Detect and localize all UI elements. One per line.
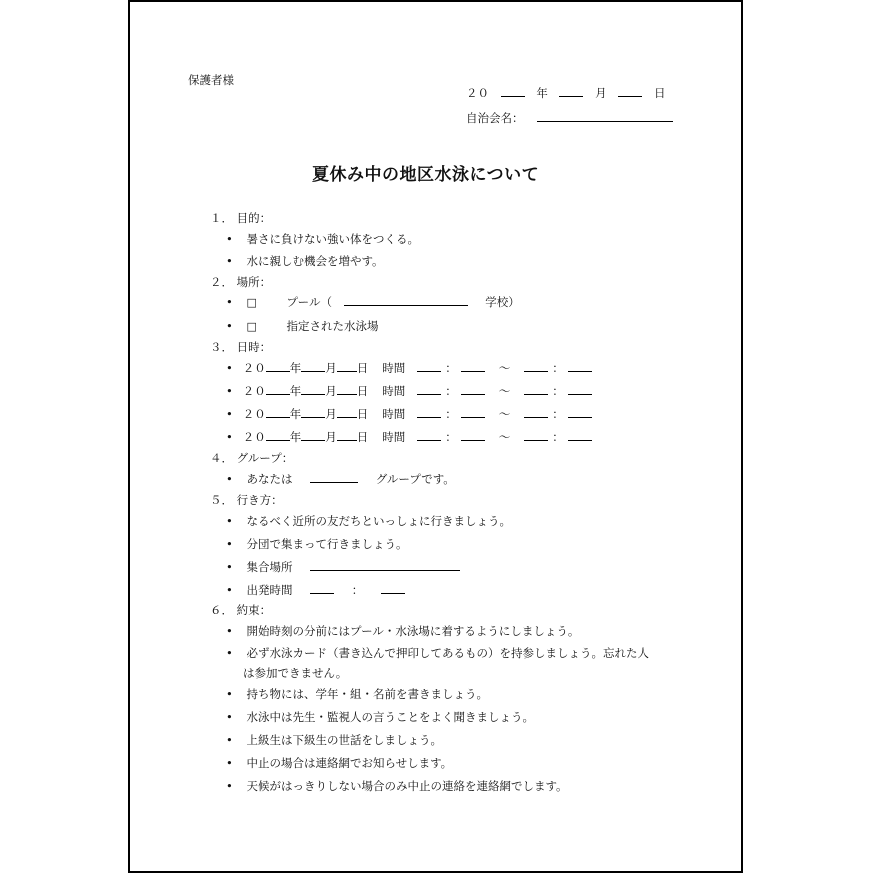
end-hour-blank — [524, 440, 548, 441]
checkbox-icon: □ — [246, 296, 257, 309]
pool-suffix: 学校） — [485, 295, 520, 309]
departure-minute-blank — [381, 593, 405, 594]
section-5-heading: ５． 行き方： — [210, 493, 283, 507]
date-era: ２０ — [466, 86, 489, 100]
day-label: 日 — [356, 430, 369, 444]
section-1-heading: １． 目的： — [210, 211, 272, 225]
list-item — [226, 645, 649, 661]
bullet: • — [226, 430, 233, 444]
day-blank — [337, 440, 357, 441]
month-blank — [301, 371, 325, 372]
list-item — [226, 582, 405, 598]
month-blank — [301, 417, 325, 418]
datetime-row — [226, 360, 592, 376]
month-label: 月 — [325, 430, 337, 444]
group-blank — [310, 482, 358, 483]
list-item-text: 中止の場合は連絡網でお知らせします。 — [246, 756, 453, 770]
year-blank — [501, 96, 525, 97]
date-year-label: 年 — [536, 86, 548, 100]
bullet: • — [226, 361, 233, 375]
meeting-place-blank — [310, 570, 460, 571]
month-blank — [301, 440, 325, 441]
list-item — [226, 471, 455, 487]
day-blank — [337, 417, 357, 418]
bullet: • — [226, 560, 233, 574]
school-name-blank — [344, 305, 468, 306]
list-item-text: 暑さに負けない強い体をつくる。 — [246, 232, 419, 246]
bullet: • — [226, 687, 233, 701]
list-item-text: 水泳中は先生・監視人の言うことをよく聞きましょう。 — [246, 710, 534, 724]
start-minute-blank — [461, 371, 485, 372]
section-2-heading: ２． 場所： — [210, 275, 272, 289]
bullet: • — [226, 710, 233, 724]
end-minute-blank — [568, 417, 592, 418]
end-minute-blank — [568, 371, 592, 372]
year-label: 年 — [289, 407, 302, 421]
day-label: 日 — [356, 407, 369, 421]
datetime-row — [226, 383, 592, 399]
year-blank — [266, 371, 290, 372]
year-blank — [266, 394, 290, 395]
start-hour-blank — [417, 371, 441, 372]
list-item-text: 必ず水泳カード（書き込んで押印してあるもの）を持参しましょう。忘れた人 — [246, 646, 649, 660]
tilde: ～ — [498, 361, 511, 375]
departure-hour-blank — [310, 593, 334, 594]
list-item — [226, 513, 511, 529]
start-hour-blank — [417, 440, 441, 441]
list-item-text: 持ち物には、学年・組・名前を書きましょう。 — [246, 687, 488, 701]
list-item — [226, 686, 488, 702]
bullet: • — [226, 232, 233, 246]
pool-prefix: プール（ — [286, 295, 332, 309]
bullet: • — [226, 384, 233, 398]
end-hour-blank — [524, 394, 548, 395]
tilde: ～ — [498, 384, 511, 398]
colon: ： — [445, 384, 457, 398]
list-item — [226, 755, 452, 771]
list-item — [226, 778, 568, 794]
year-label: 年 — [289, 430, 302, 444]
era: ２０ — [242, 407, 266, 421]
datetime-row — [226, 406, 592, 422]
year-blank — [266, 440, 290, 441]
departure-label: 出発時間 — [246, 583, 293, 597]
start-minute-blank — [461, 440, 485, 441]
bullet: • — [226, 646, 233, 660]
day-blank — [337, 394, 357, 395]
list-item-text: 水に親しむ機会を増やす。 — [246, 254, 384, 268]
month-label: 月 — [325, 384, 337, 398]
list-item — [226, 709, 534, 725]
end-minute-blank — [568, 440, 592, 441]
colon: ： — [552, 384, 564, 398]
day-label: 日 — [356, 384, 369, 398]
era: ２０ — [242, 430, 266, 444]
bullet: • — [226, 756, 233, 770]
colon: ： — [351, 583, 364, 597]
month-blank — [301, 394, 325, 395]
bullet: • — [226, 537, 233, 551]
bullet: • — [226, 583, 233, 597]
end-hour-blank — [524, 417, 548, 418]
year-label: 年 — [289, 384, 302, 398]
section-4-heading: ４． グループ： — [210, 451, 294, 465]
list-item — [226, 536, 407, 552]
list-item — [226, 294, 520, 310]
year-label: 年 — [289, 361, 302, 375]
section-3-heading: ３． 日時： — [210, 340, 272, 354]
time-label: 時間 — [382, 430, 406, 444]
list-item — [226, 253, 384, 269]
tilde: ～ — [498, 430, 511, 444]
era: ２０ — [242, 384, 266, 398]
month-label: 月 — [325, 361, 337, 375]
list-item-text: 上級生は下級生の世話をしましょう。 — [246, 733, 442, 747]
time-label: 時間 — [382, 407, 406, 421]
list-item — [226, 231, 419, 247]
colon: ： — [445, 361, 457, 375]
group-suffix: グループです。 — [375, 472, 455, 486]
list-item-text: 天候がはっきりしない場合のみ中止の連絡を連絡網でします。 — [246, 779, 568, 793]
colon: ： — [552, 407, 564, 421]
list-item-text: 分団で集まって行きましょう。 — [246, 537, 408, 551]
start-minute-blank — [461, 394, 485, 395]
list-item — [226, 732, 442, 748]
time-label: 時間 — [382, 361, 406, 375]
designated-place: 指定された水泳場 — [286, 319, 379, 333]
colon: ： — [445, 430, 457, 444]
bullet: • — [226, 514, 233, 528]
day-label: 日 — [356, 361, 369, 375]
bullet: • — [226, 472, 233, 486]
list-item-text: なるべく近所の友だちといっしょに行きましょう。 — [246, 514, 511, 528]
date-month-label: 月 — [595, 86, 607, 100]
association-line — [466, 110, 673, 126]
colon: ： — [552, 430, 564, 444]
date-line — [466, 85, 665, 101]
day-blank — [337, 371, 357, 372]
list-item — [226, 559, 460, 575]
section-6-heading: ６． 約束： — [210, 603, 272, 617]
end-hour-blank — [524, 371, 548, 372]
end-minute-blank — [568, 394, 592, 395]
bullet: • — [226, 319, 233, 333]
month-blank — [559, 96, 583, 97]
tilde: ～ — [498, 407, 511, 421]
document-title: 夏休み中の地区水泳について — [312, 165, 540, 185]
datetime-row — [226, 429, 592, 445]
bullet: • — [226, 407, 233, 421]
colon: ： — [552, 361, 564, 375]
time-label: 時間 — [382, 384, 406, 398]
day-blank — [618, 96, 642, 97]
list-item-text: 開始時刻の分前にはプール・水泳場に着するようにしましょう。 — [246, 624, 580, 638]
start-minute-blank — [461, 417, 485, 418]
bullet: • — [226, 624, 233, 638]
date-day-label: 日 — [653, 86, 666, 100]
start-hour-blank — [417, 394, 441, 395]
list-item — [226, 623, 579, 639]
association-label: 自治会名： — [466, 111, 524, 125]
association-blank — [537, 121, 673, 122]
era: ２０ — [242, 361, 266, 375]
document-page — [128, 0, 743, 873]
meeting-place-label: 集合場所 — [246, 560, 293, 574]
group-prefix: あなたは — [246, 472, 293, 486]
bullet: • — [226, 733, 233, 747]
list-item-continuation: は参加できません。 — [243, 666, 348, 680]
colon: ： — [445, 407, 457, 421]
checkbox-icon: □ — [246, 320, 257, 333]
bullet: • — [226, 779, 233, 793]
bullet: • — [226, 254, 233, 268]
year-blank — [266, 417, 290, 418]
month-label: 月 — [325, 407, 337, 421]
list-item — [226, 318, 379, 334]
start-hour-blank — [417, 417, 441, 418]
bullet: • — [226, 295, 233, 309]
addressee: 保護者様 — [188, 73, 234, 87]
